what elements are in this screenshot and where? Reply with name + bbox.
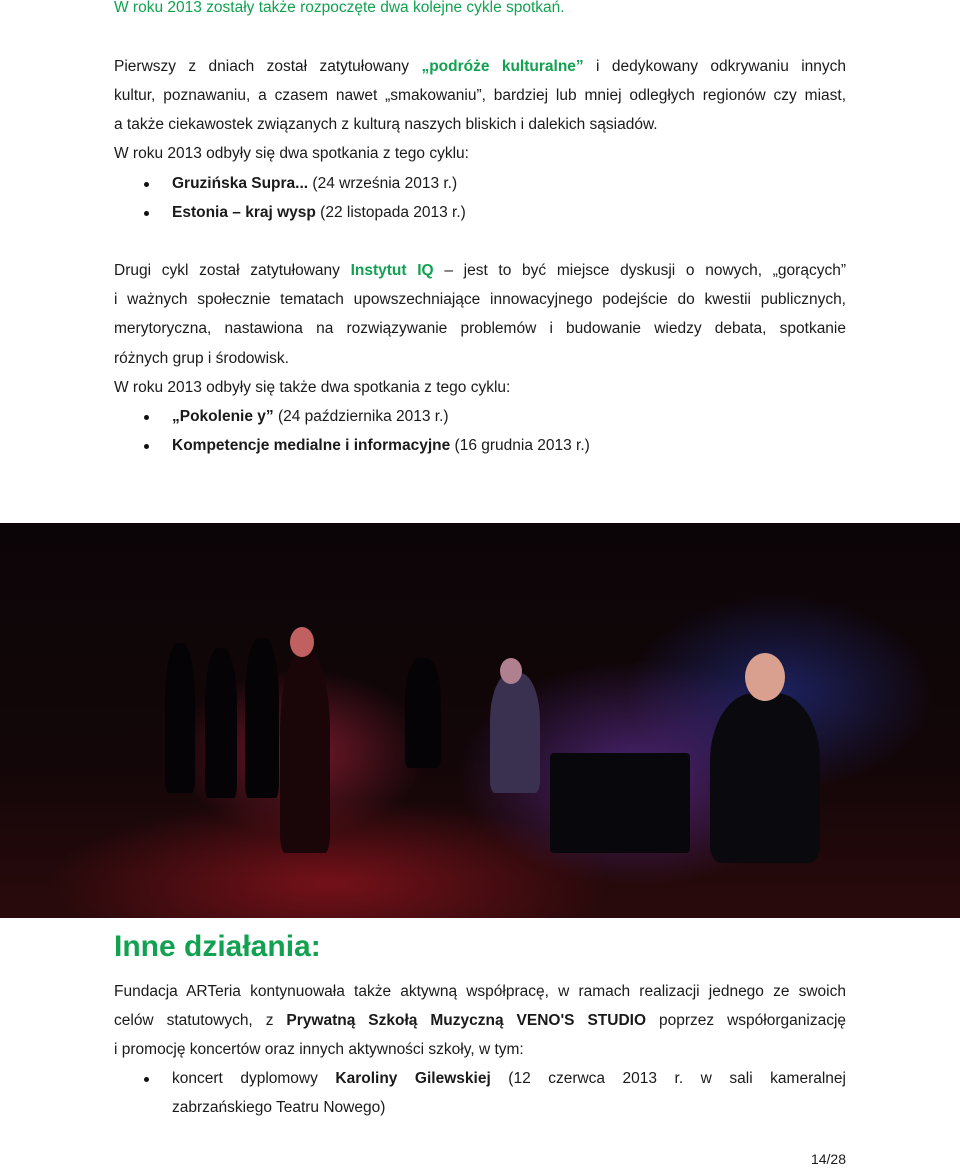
bullet-icon bbox=[144, 444, 149, 449]
cycle2-line: i ważnych społecznie tematach upowszechniające innowacyjnego podejście do kwestii publicznych, bbox=[114, 291, 846, 308]
singer-head bbox=[290, 627, 314, 657]
other-line: Fundacja ARTeria kontynuowała także aktywną współpracę, w ramach realizacji jednego ze swoich bbox=[114, 983, 846, 1000]
school-name: Prywatną Szkołą Muzyczną VENO'S STUDIO bbox=[286, 1012, 647, 1029]
page-number: 14/28 bbox=[810, 1151, 846, 1167]
list-item bbox=[172, 1069, 846, 1089]
list-item bbox=[172, 174, 846, 194]
drum-kit bbox=[550, 753, 690, 853]
section-heading: Inne działania: bbox=[114, 930, 321, 963]
person-silhouette bbox=[245, 638, 279, 798]
bullet-icon bbox=[144, 415, 149, 420]
text: Drugi cykl został zatytułowany bbox=[114, 262, 351, 279]
cycle2-name: Instytut IQ bbox=[350, 262, 434, 279]
list-item bbox=[172, 203, 846, 223]
guitarist-silhouette bbox=[405, 658, 441, 768]
cycle2-line bbox=[114, 261, 846, 281]
bullet-icon bbox=[144, 182, 149, 187]
performer-name: Karoliny Gilewskiej bbox=[335, 1070, 491, 1087]
person-silhouette bbox=[165, 643, 195, 793]
list-item bbox=[172, 407, 846, 427]
other-line: i promocję koncertów oraz innych aktywności szkoły, w tym: bbox=[114, 1041, 524, 1058]
singer-silhouette bbox=[280, 653, 330, 853]
cycle2-line: merytoryczna, nastawiona na rozwiązywanie problemów i budowanie wiedzy debata, spotkanie bbox=[114, 320, 846, 337]
drummer-silhouette bbox=[710, 693, 820, 863]
cycle1-line bbox=[114, 57, 846, 77]
event-title: Estonia – kraj wysp bbox=[172, 204, 316, 221]
other-line bbox=[114, 1011, 846, 1031]
intro-heading: W roku 2013 zostały także rozpoczęte dwa kolejne cykle spotkań. bbox=[114, 0, 565, 16]
event-title: „Pokolenie y” bbox=[172, 408, 274, 425]
text: – jest to być miejsce dyskusji o nowych, „gorących” bbox=[433, 262, 846, 279]
bullet-icon bbox=[144, 211, 149, 216]
cycle1-line: a także ciekawostek związanych z kulturą naszych bliskich i dalekich sąsiadów. bbox=[114, 116, 658, 133]
text: Pierwszy z dniach został zatytułowany bbox=[114, 58, 422, 75]
bullet-icon bbox=[144, 1077, 149, 1082]
event-date: (24 października 2013 r.) bbox=[273, 408, 449, 425]
list-item bbox=[172, 436, 846, 456]
event-date: (24 września 2013 r.) bbox=[308, 175, 458, 192]
text: (12 czerwca 2013 r. w sali kameralnej bbox=[490, 1070, 846, 1087]
bassist-silhouette bbox=[490, 673, 540, 793]
bassist-head bbox=[500, 658, 522, 684]
text: i dedykowany odkrywaniu innych bbox=[583, 58, 847, 75]
text: koncert dyplomowy bbox=[172, 1070, 336, 1087]
event-date: (22 listopada 2013 r.) bbox=[315, 204, 466, 221]
list-item-continuation: zabrzańskiego Teatru Nowego) bbox=[172, 1099, 386, 1116]
cycle1-line: kultur, poznawaniu, a czasem nawet „smakowaniu”, bardziej lub mniej odległych regionów czy miast, bbox=[114, 87, 846, 104]
cycle2-line: W roku 2013 odbyły się także dwa spotkania z tego cyklu: bbox=[114, 379, 511, 396]
text: celów statutowych, z bbox=[114, 1012, 287, 1029]
concert-photo bbox=[0, 523, 960, 918]
event-title: Gruzińska Supra... bbox=[172, 175, 309, 192]
cycle2-line: różnych grup i środowisk. bbox=[114, 350, 289, 367]
cycle1-name: „podróże kulturalne” bbox=[421, 58, 584, 75]
drummer-head bbox=[745, 653, 785, 701]
event-title: Kompetencje medialne i informacyjne bbox=[172, 437, 451, 454]
person-silhouette bbox=[205, 648, 237, 798]
cycle1-line: W roku 2013 odbyły się dwa spotkania z tego cyklu: bbox=[114, 145, 469, 162]
text: poprzez współorganizację bbox=[646, 1012, 847, 1029]
event-date: (16 grudnia 2013 r.) bbox=[450, 437, 590, 454]
